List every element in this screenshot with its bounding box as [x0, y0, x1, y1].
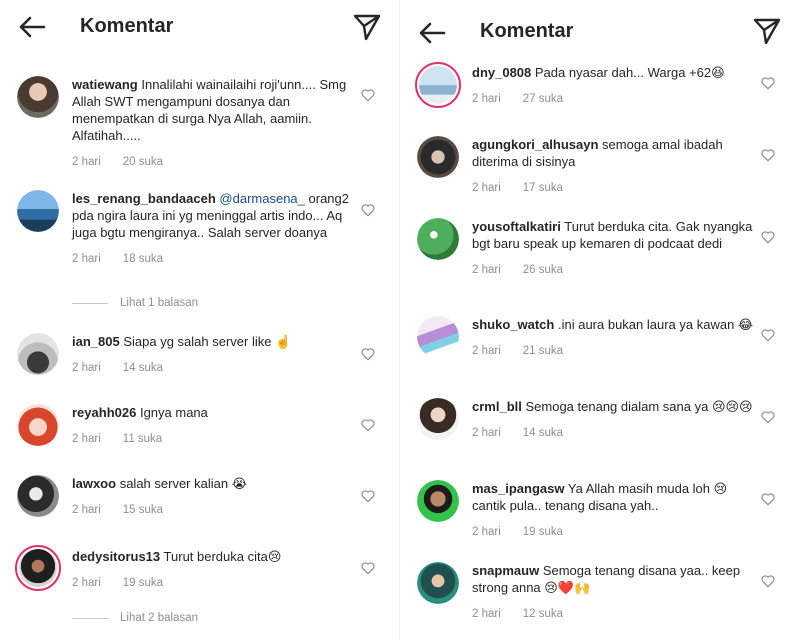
heart-outline-icon[interactable]: [760, 75, 776, 91]
heart-outline-icon[interactable]: [360, 417, 376, 433]
comment-likes[interactable]: 14 suka: [522, 427, 564, 439]
comment-text: .ini aura bukan laura ya kawan 😂: [557, 317, 754, 332]
comment-time: 2 hari: [72, 577, 101, 589]
comment-meta: [72, 575, 354, 592]
comment-likes[interactable]: 19 suka: [122, 577, 164, 589]
comment-text: semoga amal ibadah diterima di sisinya: [472, 137, 723, 169]
comment-likes[interactable]: 27 suka: [522, 93, 564, 105]
comment-meta: [72, 251, 354, 268]
avatar[interactable]: [417, 136, 459, 178]
comment-text: Semoga tenang dialam sana ya 😢😢😢: [525, 399, 753, 414]
header: [0, 0, 400, 56]
comment-likes[interactable]: 19 suka: [522, 526, 564, 538]
avatar[interactable]: [417, 562, 459, 604]
comment-meta: [472, 425, 754, 442]
page-title: Komentar: [480, 20, 574, 42]
comment-text: Ya Allah masih muda loh 😢 cantik pula.. tenang disana yah..: [472, 481, 728, 513]
comment-username[interactable]: ian_805: [72, 334, 120, 349]
comment-meta: [72, 431, 354, 448]
comment-mention[interactable]: @darmasena_: [219, 191, 305, 206]
comment-username[interactable]: lawxoo: [72, 476, 117, 491]
comment-username[interactable]: dny_0808: [472, 65, 532, 80]
comment-text: orang2 pda ngira laura ini yg meninggal artis indo... Aq juga bgtu mengiranya.. Salah server doanya: [72, 191, 349, 240]
comment-text: Pada nyasar dah... Warga +62😆: [534, 65, 725, 80]
heart-outline-icon[interactable]: [360, 87, 376, 103]
page-title: Komentar: [80, 15, 174, 37]
heart-outline-icon[interactable]: [760, 409, 776, 425]
comment-meta: [472, 91, 754, 108]
comment-username[interactable]: agungkori_alhusayn: [472, 137, 599, 152]
comment-time: 2 hari: [72, 433, 101, 445]
comment-meta: [472, 180, 754, 197]
comment-text: Siapa yg salah server like ☝️: [123, 334, 292, 349]
comment-time: 2 hari: [472, 526, 501, 538]
arrow-left-icon[interactable]: [416, 17, 448, 49]
comment-meta: [72, 154, 354, 171]
comment-time: 2 hari: [72, 156, 101, 168]
avatar[interactable]: [417, 316, 459, 358]
heart-outline-icon[interactable]: [760, 491, 776, 507]
heart-outline-icon[interactable]: [760, 573, 776, 589]
comment-username[interactable]: mas_ipangasw: [472, 481, 565, 496]
paper-plane-icon[interactable]: [352, 12, 382, 42]
heart-outline-icon[interactable]: [360, 488, 376, 504]
comment-username[interactable]: crml_bll: [472, 399, 522, 414]
avatar-story-ring[interactable]: [415, 62, 461, 108]
comment-text: Semoga tenang disana yaa.. keep strong anna 😢❤️🙌: [472, 563, 741, 595]
arrow-left-icon[interactable]: [16, 11, 48, 43]
comment-likes[interactable]: 21 suka: [522, 345, 564, 357]
comment-username[interactable]: watiewang: [72, 77, 138, 92]
avatar[interactable]: [17, 190, 59, 232]
comment-likes[interactable]: 12 suka: [522, 608, 564, 620]
avatar[interactable]: [417, 398, 459, 440]
comment-username[interactable]: snapmauw: [472, 563, 540, 578]
avatar-story-ring[interactable]: [15, 545, 61, 591]
comment-time: 2 hari: [72, 362, 101, 374]
comment-text: Innalilahi wainailaihi roji'unn.... Smg Allah SWT mengampuni dosanya dan menempatkan di surga Nya Allah, aamiin. Alfatihah.....: [72, 77, 347, 143]
header: [400, 4, 800, 60]
avatar[interactable]: [17, 475, 59, 517]
view-replies-label: Lihat 1 balasan: [120, 297, 199, 309]
divider-line: [72, 303, 108, 304]
view-replies-label: Lihat 2 balasan: [120, 612, 199, 624]
avatar[interactable]: [417, 480, 459, 522]
comment-likes[interactable]: 14 suka: [122, 362, 164, 374]
comment-time: 2 hari: [72, 253, 101, 265]
heart-outline-icon[interactable]: [360, 346, 376, 362]
comment-meta: [472, 524, 754, 541]
avatar[interactable]: [17, 404, 59, 446]
comment-username[interactable]: reyahh026: [72, 405, 137, 420]
comment-meta: [472, 262, 754, 279]
comment-username[interactable]: dedysitorus13: [72, 549, 161, 564]
view-replies-button[interactable]: [72, 297, 198, 309]
comment-likes[interactable]: 20 suka: [122, 156, 164, 168]
comment-meta: [72, 502, 354, 519]
comment-likes[interactable]: 18 suka: [122, 253, 164, 265]
comment-meta: [72, 360, 354, 377]
comment-text: Turut berduka cita. Gak nyangka bgt baru speak up kemaren di podcaat dedi: [472, 219, 753, 251]
comment-time: 2 hari: [472, 182, 501, 194]
heart-outline-icon[interactable]: [760, 327, 776, 343]
comment-time: 2 hari: [472, 345, 501, 357]
heart-outline-icon[interactable]: [760, 229, 776, 245]
comment-likes[interactable]: 26 suka: [522, 264, 564, 276]
comment-time: 2 hari: [472, 608, 501, 620]
comment-time: 2 hari: [472, 93, 501, 105]
comment-meta: [472, 343, 754, 360]
comment-likes[interactable]: 17 suka: [522, 182, 564, 194]
heart-outline-icon[interactable]: [360, 202, 376, 218]
heart-outline-icon[interactable]: [360, 560, 376, 576]
comments-panel-right: [400, 0, 800, 640]
comment-text: salah server kalian 😭: [119, 476, 247, 491]
view-replies-button[interactable]: [72, 612, 198, 624]
comment-time: 2 hari: [72, 504, 101, 516]
comment-username[interactable]: yousoftalkatiri: [472, 219, 561, 234]
paper-plane-icon[interactable]: [752, 16, 782, 46]
avatar[interactable]: [17, 333, 59, 375]
comment-likes[interactable]: 15 suka: [122, 504, 164, 516]
avatar[interactable]: [17, 76, 59, 118]
divider-line: [72, 618, 108, 619]
comment-meta: [472, 606, 754, 623]
avatar[interactable]: [417, 218, 459, 260]
comment-time: 2 hari: [472, 427, 501, 439]
heart-outline-icon[interactable]: [760, 147, 776, 163]
comment-text: Turut berduka cita😢: [163, 549, 282, 564]
comment-username[interactable]: les_renang_bandaaceh: [72, 191, 216, 206]
comment-likes[interactable]: 11 suka: [122, 433, 163, 445]
comment-text: Ignya mana: [139, 405, 208, 420]
comment-time: 2 hari: [472, 264, 501, 276]
comment-username[interactable]: shuko_watch: [472, 317, 555, 332]
